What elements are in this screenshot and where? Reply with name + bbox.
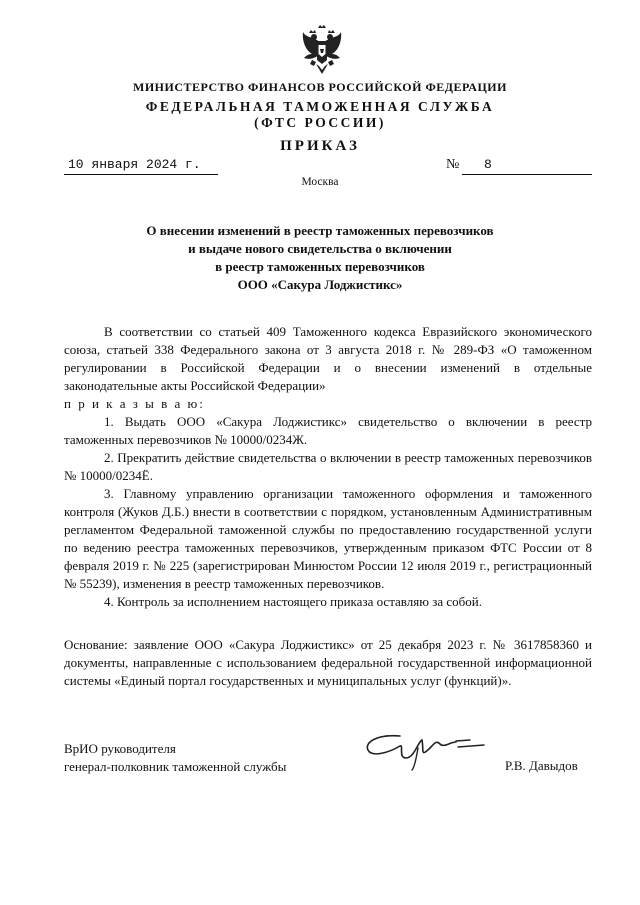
subject-line: в реестр таможенных перевозчиков <box>215 259 425 274</box>
subject-line: и выдаче нового свидетельства о включении <box>188 241 452 256</box>
order-title: ПРИКАЗ <box>280 138 360 154</box>
russian-coat-of-arms-icon <box>300 24 344 76</box>
order-city: Москва <box>301 176 339 188</box>
service-name <box>0 99 640 131</box>
handwritten-signature <box>360 728 490 772</box>
position-line: ВрИО руководителя <box>64 741 176 756</box>
order-item-3: 3. Главному управлению организации таможенного оформления и таможенного контроля (Жуков Д.Б.) внести в соответствии с порядком, установленным Административным регламентом Федеральной таможенной службы по предоставлению государственной услуги по ведению реестра таможенных перевозчиков, утвержденным приказом ФТС России от 8 февраля 2019 г. № 225 (зарегистрирован Минюстом России 12 июля 2019 г., регистрационный № 55239), изменения в реестр таможенных перевозчиков. <box>64 486 592 591</box>
order-item-1: 1. Выдать ООО «Сакура Лоджистикс» свидетельство о включении в реестр таможенных перевозчиков № 10000/0234Ж. <box>64 414 592 447</box>
position-line: генерал-полковник таможенной службы <box>64 759 287 774</box>
ministry-name: МИНИСТЕРСТВО ФИНАНСОВ РОССИЙСКОЙ ФЕДЕРАЦИИ <box>133 80 507 94</box>
signatory-name: Р.В. Давыдов <box>505 758 578 773</box>
subject-line: О внесении изменений в реестр таможенных перевозчиков <box>146 223 494 238</box>
subject-line: ООО «Сакура Лоджистикс» <box>237 277 403 292</box>
order-word: п р и к а з ы в а ю: <box>64 396 205 411</box>
preamble-paragraph: В соответствии со статьей 409 Таможенного кодекса Евразийского экономического союза, статьей 338 Федерального закона от 3 августа 2018 г. № 289-ФЗ «О таможенном регулировании в Российской Федерации и о внесении изменений в отдельные законодательные акты Российской Федерации» <box>64 324 592 393</box>
signatory-position <box>64 740 286 776</box>
service-name-line1: ФЕДЕРАЛЬНАЯ ТАМОЖЕННАЯ СЛУЖБА <box>145 99 495 114</box>
service-name-line2: (ФТС РОССИИ) <box>254 115 386 130</box>
order-number: 8 <box>462 156 592 175</box>
order-body <box>64 323 592 611</box>
order-date: 10 января 2024 г. <box>64 156 218 175</box>
order-item-4: 4. Контроль за исполнением настоящего приказа оставляю за собой. <box>104 594 482 609</box>
order-item-2: 2. Прекратить действие свидетельства о включении в реестр таможенных перевозчиков № 10000/0234Ё. <box>64 450 592 483</box>
basis-paragraph: Основание: заявление ООО «Сакура Лоджистикс» от 25 декабря 2023 г. № 3617858360 и документы, направленные с использованием федеральной государственной информационной системы «Единый портал государственных и муниципальных услуг (функций)». <box>64 637 592 688</box>
order-number-sign: № <box>446 157 460 172</box>
order-subject <box>0 222 640 294</box>
